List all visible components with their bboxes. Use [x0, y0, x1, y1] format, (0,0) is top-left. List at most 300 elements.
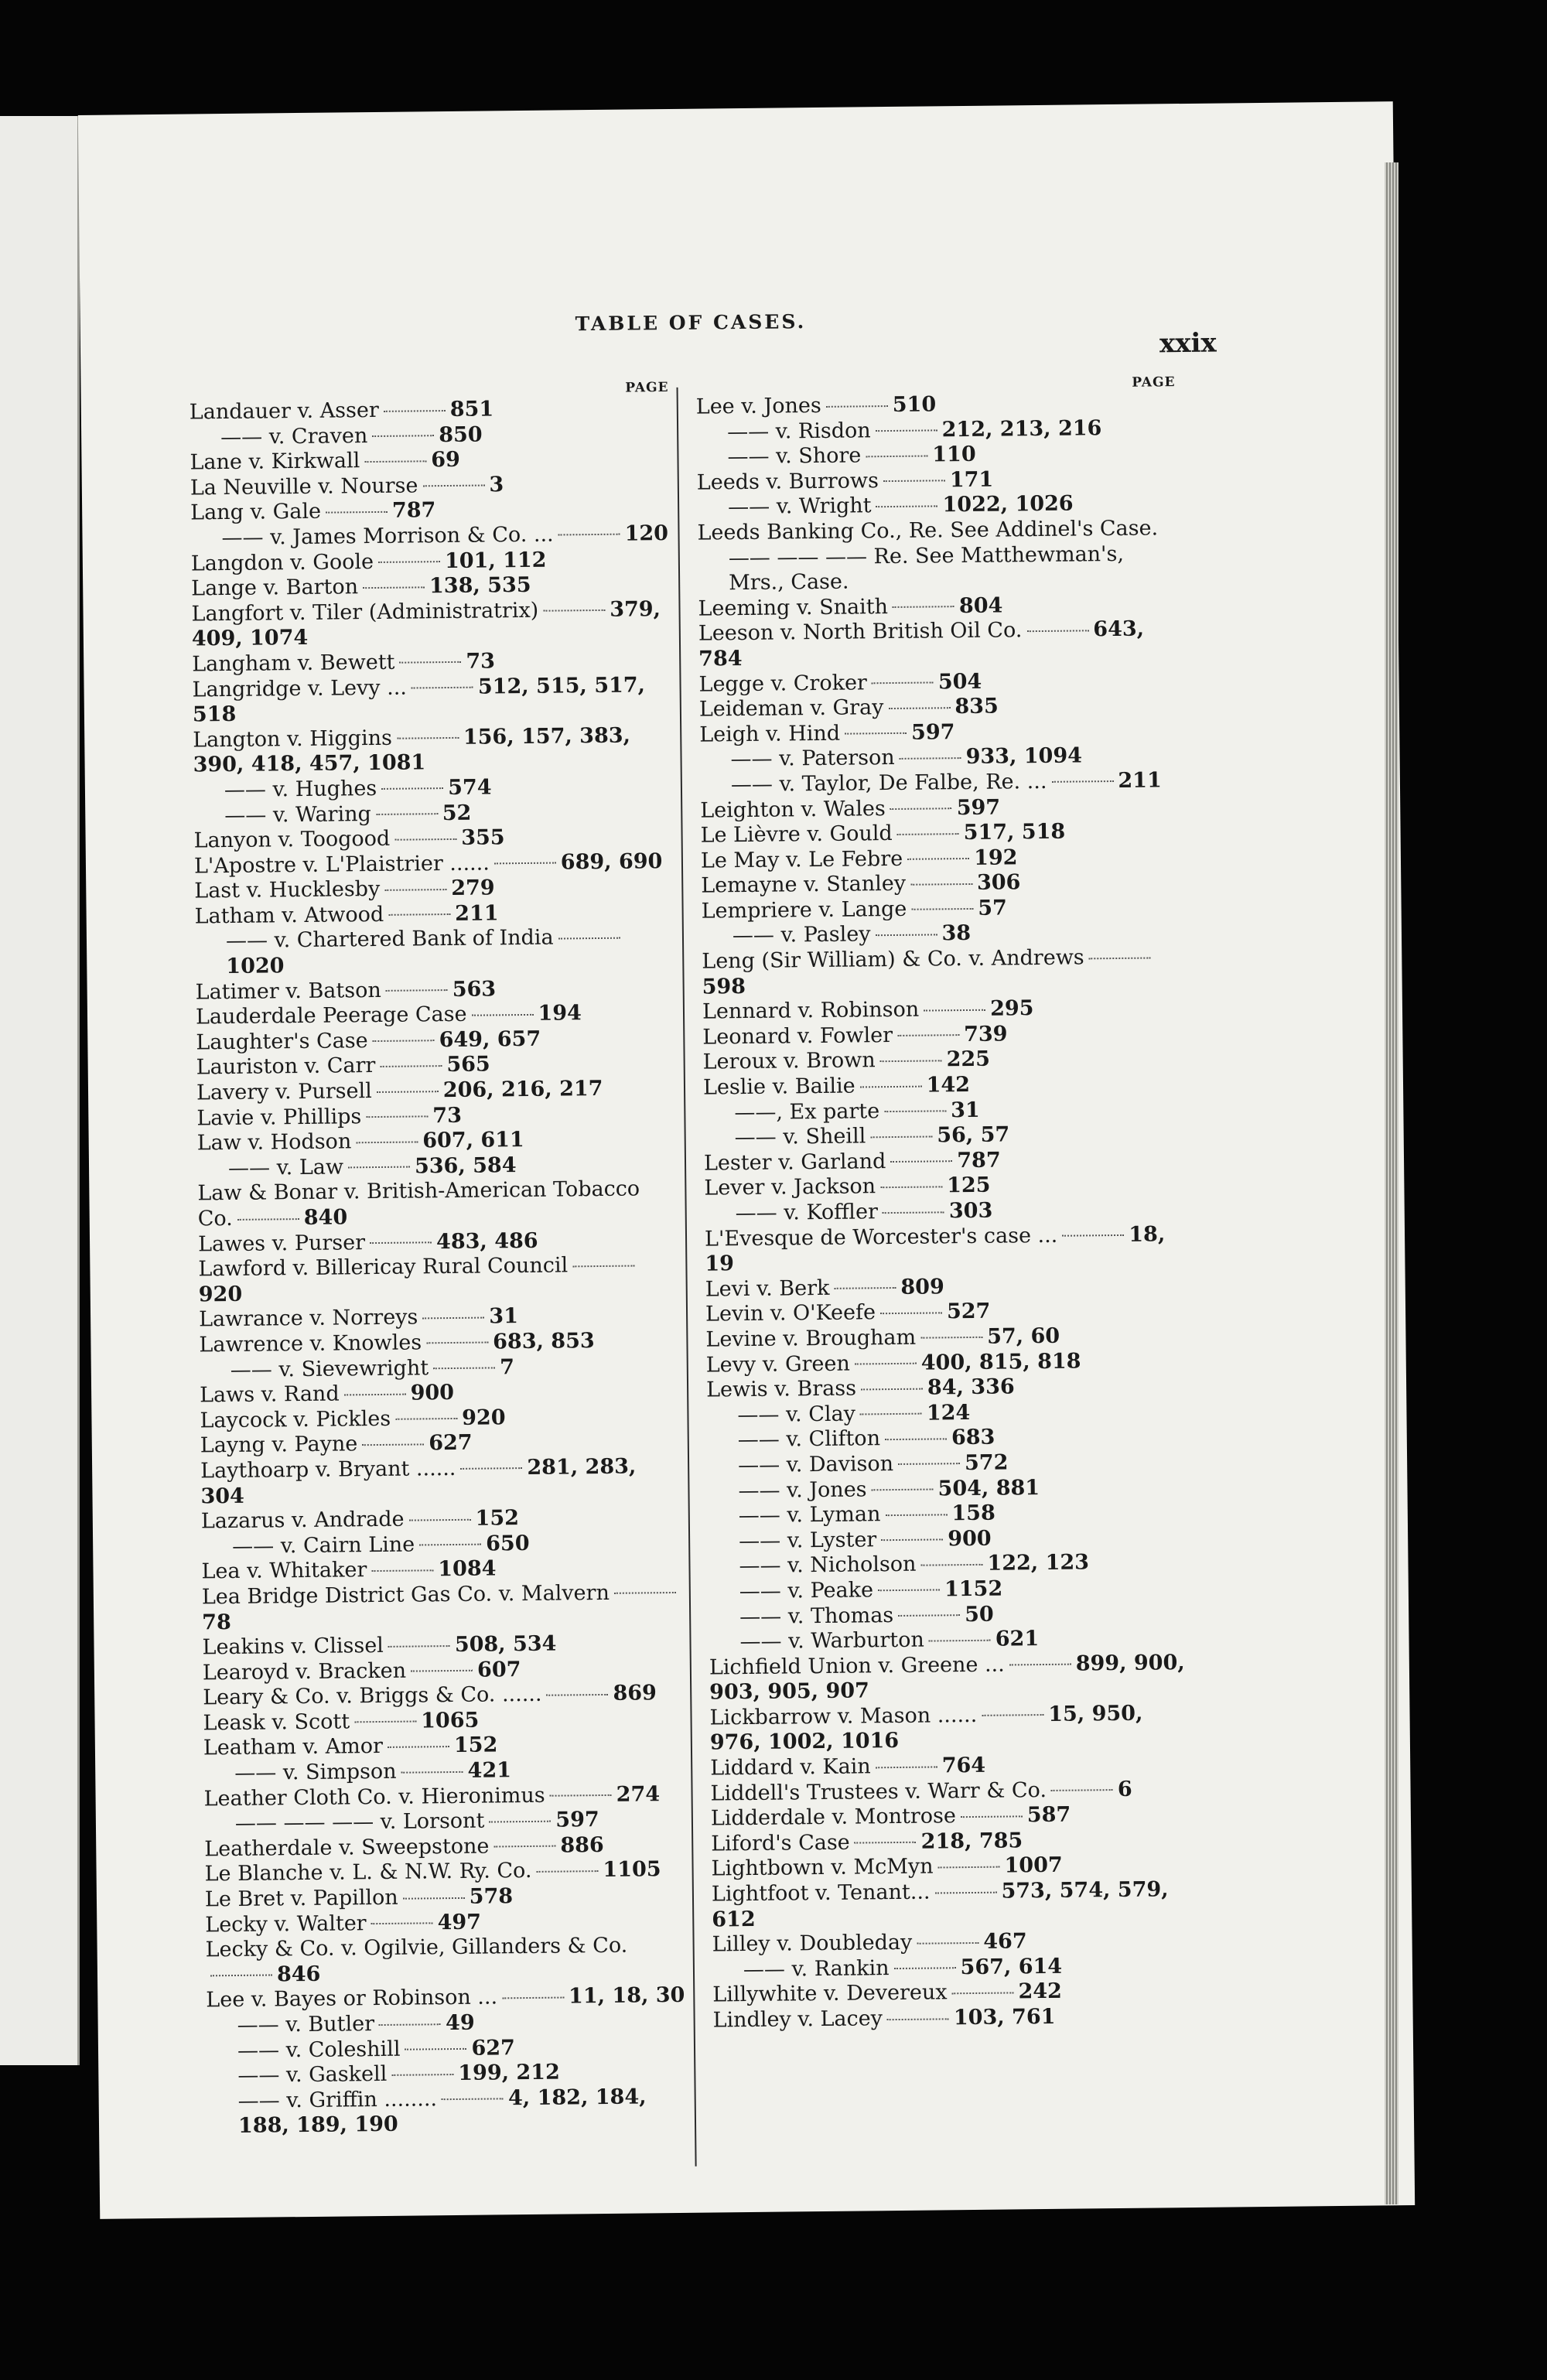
page-references: 467 [983, 1929, 1027, 1955]
page-references: 306 [976, 870, 1021, 896]
leader-dots [872, 1489, 934, 1491]
case-name: Liddard v. Kain [710, 1754, 871, 1781]
page-references: 6 [1117, 1777, 1132, 1801]
case-name: Leighton v. Wales [700, 796, 886, 823]
leader-dots [845, 732, 907, 735]
page-references: 281, 283, 304 [200, 1454, 637, 1508]
case-name: —— v. Simpson [234, 1759, 397, 1786]
page-references: 122, 123 [987, 1550, 1090, 1576]
index-entry [712, 1877, 1192, 1933]
page-references: 1084 [438, 1556, 497, 1582]
leader-dots [391, 2074, 453, 2076]
case-name: Leatham v. Amor [203, 1734, 384, 1760]
page-references: 69 [431, 448, 460, 473]
case-name: L'Evesque de Worcester's case ... [704, 1223, 1058, 1251]
page-references: 50 [965, 1602, 994, 1627]
case-name: Laws v. Rand [199, 1381, 340, 1408]
leader-dots [386, 989, 448, 992]
page-references: 572 [964, 1450, 1009, 1476]
index-entry [709, 1651, 1190, 1706]
index-entry [204, 1857, 684, 1887]
page-references: 206, 216, 217 [442, 1076, 603, 1103]
leader-dots [354, 1721, 416, 1723]
leader-dots [388, 1645, 450, 1648]
leader-dots [210, 1975, 272, 1977]
case-name: Laycock v. Pickles [200, 1406, 391, 1433]
leader-dots [363, 586, 425, 589]
leader-dots [920, 1337, 982, 1339]
case-name: Lang v. Gale [190, 500, 322, 525]
page-references: 56, 57 [937, 1122, 1010, 1148]
index-entry [698, 616, 1179, 672]
leader-dots [397, 737, 459, 739]
leader-dots [885, 1514, 947, 1516]
case-name: Le May v. Le Febre [700, 846, 903, 873]
leader-dots [372, 435, 434, 437]
page-references: 787 [391, 498, 436, 524]
page-references: 536, 584 [414, 1152, 517, 1179]
index-entry [203, 1782, 683, 1812]
page-references: 211 [1118, 768, 1162, 793]
leader-dots [384, 410, 446, 412]
case-name: Last v. Hucklesby [194, 877, 381, 903]
case-name: Leask v. Scott [203, 1709, 350, 1736]
case-name: —— v. Hughes [224, 776, 377, 802]
index-entry [705, 1222, 1185, 1278]
leader-dots [860, 1413, 922, 1415]
leader-dots [870, 1135, 932, 1138]
case-name: Lichfield Union v. Greene ... [709, 1652, 1005, 1680]
case-name: —— v. Gaskell [237, 2062, 388, 2088]
case-name: —— v. Koffler [735, 1200, 879, 1226]
leader-dots [572, 1265, 634, 1267]
page-references: 835 [954, 694, 999, 719]
case-name: Lecky & Co. v. Ogilvie, Gillanders & Co. [205, 1933, 628, 1962]
index-entry [709, 1701, 1190, 1757]
index-entry [206, 1983, 685, 2013]
leader-dots [826, 405, 888, 408]
page-references: 274 [616, 1781, 661, 1807]
leader-dots [366, 1115, 428, 1118]
case-name: —— v. Paterson [730, 746, 895, 772]
leader-dots [880, 1060, 942, 1062]
leader-dots [364, 460, 426, 463]
case-name: Lever v. Jackson [704, 1174, 876, 1200]
leader-dots [422, 1316, 484, 1319]
leader-dots [861, 1388, 923, 1390]
page-references: 627 [429, 1431, 473, 1456]
page-references: 279 [451, 876, 495, 901]
case-name: Latimer v. Batson [195, 978, 381, 1005]
page-column-label: PAGE [1132, 374, 1176, 391]
case-name: Laythoarp v. Bryant ...... [200, 1456, 456, 1484]
page-references: 597 [555, 1808, 599, 1832]
case-name: Lauriston v. Carr [196, 1053, 376, 1080]
case-name: Liford's Case [711, 1830, 850, 1856]
leader-dots [362, 1443, 424, 1446]
leader-dots [558, 534, 620, 536]
leader-dots [378, 561, 440, 563]
leader-dots [401, 1770, 463, 1773]
facing-page-edge [0, 116, 80, 2065]
case-name: Leigh v. Hind [699, 721, 841, 747]
page-references: 211 [455, 901, 499, 926]
page-references: 607, 611 [422, 1128, 524, 1153]
leader-dots [900, 757, 961, 760]
case-name: Lawrence v. Knowles [199, 1330, 422, 1357]
leader-dots [388, 1746, 449, 1748]
case-name: Leng (Sir William) & Co. v. Andrews [702, 945, 1084, 974]
leader-dots [344, 1393, 406, 1395]
page-column-label: PAGE [625, 379, 669, 396]
case-name: —— v. Sheill [734, 1124, 866, 1150]
page-references: 11, 18, 30 [568, 1983, 685, 2009]
page-references: 57 [978, 896, 1008, 920]
leader-dots [388, 913, 450, 916]
leader-dots [412, 687, 473, 689]
page-references: 1020 [226, 954, 285, 979]
leader-dots [834, 1287, 896, 1289]
page-references: 597 [910, 719, 955, 745]
case-name: —— v. Lyman [738, 1502, 881, 1528]
page-references: 683, 853 [492, 1329, 595, 1354]
case-name: —— v. Sievewright [230, 1355, 429, 1382]
page-references: 171 [949, 467, 994, 492]
case-name: Leslie v. Bailie [702, 1074, 855, 1100]
leader-dots [371, 1569, 433, 1572]
case-name: —— v. Taylor, De Falbe, Re. ... [730, 769, 1047, 797]
case-name: Law & Bonar v. British-American Tobacco Co. [197, 1176, 640, 1231]
page-references: 764 [941, 1753, 986, 1778]
leader-dots [961, 1815, 1023, 1818]
case-name: Laughter's Case [196, 1028, 368, 1055]
leader-dots [888, 707, 950, 709]
page-references: 120 [624, 521, 669, 546]
leader-dots [881, 1539, 943, 1542]
leader-dots [426, 1342, 488, 1344]
index-entry [190, 521, 670, 551]
index-entry [205, 1933, 685, 1989]
leader-dots [872, 681, 934, 684]
leader-dots [405, 2048, 466, 2050]
case-name: Le Blanche v. L. & N.W. Ry. Co. [204, 1859, 532, 1887]
leader-dots [890, 808, 952, 810]
leader-dots [878, 1590, 940, 1592]
leader-dots [237, 1218, 299, 1221]
case-name: —— v. Warburton [739, 1627, 924, 1654]
case-name: —— v. Davison [737, 1451, 894, 1478]
case-name: Lewis v. Brass [705, 1376, 857, 1402]
case-name: —— v. Rankin [743, 1955, 890, 1982]
page-references: 886 [560, 1832, 604, 1858]
page-references: 152 [453, 1733, 498, 1758]
page-references: 400, 815, 818 [920, 1349, 1081, 1375]
page-references: 303 [948, 1198, 993, 1224]
leader-dots [855, 1842, 917, 1844]
page-references: 3 [489, 473, 504, 497]
page-references: 125 [946, 1173, 991, 1198]
page-references: 73 [466, 649, 496, 674]
page-references: 933, 1094 [965, 743, 1083, 770]
case-name: Langfort v. Tiler (Administratrix) [191, 598, 539, 627]
case-name: Learoyd v. Bracken [202, 1658, 407, 1685]
leader-dots [373, 1040, 435, 1043]
page-references: 138, 535 [429, 573, 531, 599]
leader-dots [885, 1438, 947, 1440]
index-entry [710, 1777, 1190, 1807]
page-references: 73 [432, 1103, 463, 1128]
case-name: Lennard v. Robinson [702, 997, 920, 1024]
page-references: 527 [946, 1299, 991, 1324]
case-name: —— v. Craven [220, 423, 368, 449]
page-references: 504, 881 [937, 1475, 1040, 1501]
leader-dots [419, 1544, 481, 1546]
case-name: Levi v. Berk [705, 1275, 830, 1302]
index-entry [195, 924, 675, 980]
case-name: —— v. Shore [727, 443, 862, 470]
leader-dots [876, 505, 938, 507]
leader-dots [1051, 780, 1113, 783]
leader-dots [442, 2098, 504, 2101]
leader-dots [898, 1614, 960, 1617]
case-name: Leakins v. Clissel [202, 1634, 384, 1660]
case-name: —— v. Waring [224, 801, 371, 828]
index-entry [200, 1454, 681, 1510]
case-name: Le Lièvre v. Gould [700, 821, 893, 848]
case-name: Lilley v. Doubleday [712, 1931, 913, 1957]
leader-dots [411, 1670, 473, 1672]
page-references: 355 [461, 825, 505, 850]
page-references: 1065 [420, 1708, 480, 1733]
case-name: Lavie v. Phillips [196, 1104, 362, 1131]
page-references: 110 [932, 442, 976, 467]
page-references: 379, 409, 1074 [191, 596, 661, 651]
leader-dots [380, 1065, 442, 1067]
leader-dots [883, 1211, 944, 1214]
page-references: 497 [437, 1910, 482, 1934]
case-name: Lidderdale v. Montrose [710, 1804, 957, 1831]
index-entry [207, 2085, 688, 2140]
page-references: 15, 950, 976, 1002, 1016 [709, 1701, 1143, 1756]
leader-dots [917, 1942, 978, 1945]
case-name: ——, Ex parte [734, 1098, 880, 1125]
leader-dots [489, 1820, 551, 1822]
page-references: 846 [276, 1962, 321, 1987]
leader-dots [911, 908, 973, 910]
case-name: —— v. Butler [237, 2012, 375, 2037]
case-name: Langridge v. Levy ... [192, 675, 408, 702]
case-name: Levin v. O'Keefe [705, 1300, 876, 1327]
page-references: 49 [445, 2010, 475, 2036]
case-name: —— v. Thomas [739, 1603, 894, 1629]
leader-dots [1062, 1234, 1124, 1237]
case-name: —— v. Nicholson [739, 1552, 917, 1579]
page-references: 295 [989, 996, 1034, 1021]
page-references: 574 [448, 775, 492, 800]
leader-dots [395, 1418, 457, 1420]
page-references: 152 [475, 1506, 520, 1531]
case-name: Le Bret v. Papillon [204, 1885, 398, 1912]
leader-dots [890, 1161, 952, 1163]
page-references: 607 [476, 1657, 521, 1682]
page-references: 573, 574, 579, 612 [712, 1877, 1169, 1932]
leader-dots [1089, 957, 1151, 959]
book-page [78, 101, 1415, 2219]
leader-dots [924, 1009, 985, 1012]
page-references: 598 [702, 974, 746, 999]
leader-dots [1009, 1664, 1071, 1666]
leader-dots [550, 1794, 612, 1797]
case-name: —— v. Peake [739, 1578, 874, 1604]
leader-dots [356, 1141, 418, 1143]
case-name: Landauer v. Asser [189, 398, 379, 425]
case-name: Leather Cloth Co. v. Hieronimus [203, 1783, 545, 1811]
page-references: 52 [442, 801, 472, 825]
leader-dots [493, 1846, 555, 1848]
case-name: Lecky v. Walter [205, 1910, 367, 1938]
leader-dots [376, 813, 438, 815]
case-name: Lemayne v. Stanley [701, 872, 907, 898]
page-references: 512, 515, 517, 518 [192, 672, 646, 727]
case-name: Langham v. Bewett [192, 650, 395, 677]
page-references: 920 [462, 1405, 506, 1430]
leader-dots [876, 1766, 937, 1768]
case-name: —— v. Risdon [726, 418, 871, 444]
case-name: Lavery v. Pursell [196, 1079, 372, 1105]
index-entry [203, 1681, 682, 1711]
page-references: 124 [926, 1400, 971, 1426]
leader-dots [379, 2023, 441, 2026]
page-references: 7 [499, 1354, 515, 1379]
page-references: 840 [303, 1205, 348, 1230]
case-name: Leideman v. Gray [698, 695, 884, 722]
page-references: 567, 614 [960, 1954, 1063, 1979]
case-name: Lee v. Bayes or Robinson ... [206, 1985, 498, 2013]
case-name: —— v. Lyster [738, 1527, 877, 1553]
case-name: —— v. Jones [738, 1477, 867, 1503]
leader-dots [543, 610, 605, 612]
leader-dots [370, 1241, 432, 1244]
page-references: 689, 690 [560, 849, 663, 875]
case-name: Leatherdale v. Sweepstone [204, 1834, 490, 1862]
index-entry [202, 1580, 682, 1636]
case-name: Lauderdale Peerage Case [195, 1002, 467, 1030]
page-references: 517, 518 [963, 819, 1066, 845]
leader-dots [935, 1891, 997, 1893]
page-references: 242 [1018, 1979, 1063, 2004]
page-references: 1105 [603, 1857, 661, 1883]
page-references: 38 [941, 921, 972, 946]
case-name: Lindley v. Lacey [712, 2006, 883, 2033]
page-references: 101, 112 [444, 548, 547, 573]
page-references: 683 [951, 1425, 995, 1450]
case-name: Langton v. Higgins [193, 726, 393, 753]
leader-dots [982, 1714, 1043, 1716]
index-entry [702, 944, 1182, 1000]
page-references: 212, 213, 216 [941, 415, 1102, 442]
case-name: —— v. Clifton [737, 1426, 881, 1453]
page-references: 565 [446, 1052, 490, 1077]
page-references: 103, 761 [953, 2004, 1056, 2030]
page-number: xxix [1159, 327, 1217, 360]
page-references: 899, 900, 903, 905, 907 [709, 1650, 1185, 1705]
leader-dots [893, 606, 954, 608]
leader-dots [884, 1110, 946, 1112]
case-name: Lea v. Whitaker [201, 1558, 367, 1584]
page-references: 199, 212 [458, 2060, 560, 2086]
leader-dots [403, 1897, 465, 1899]
case-name: Lickbarrow v. Mason ...... [709, 1702, 978, 1730]
page-references: 4, 182, 184, 188, 189, 190 [237, 2085, 647, 2139]
case-name: Lanyon v. Toogood [193, 826, 391, 853]
case-name: —— v. Cairn Line [232, 1532, 415, 1559]
page-references: 587 [1026, 1802, 1071, 1828]
leader-dots [348, 1166, 410, 1169]
page-references: 627 [471, 2035, 516, 2061]
page-references: 804 [958, 593, 1003, 618]
page-block-edge [1385, 162, 1398, 2204]
running-title: TABLE OF CASES. [575, 310, 807, 336]
page-references: 142 [926, 1073, 971, 1098]
page-references: 787 [957, 1148, 1001, 1173]
page-references: 483, 486 [435, 1228, 538, 1254]
page-references: 31 [950, 1098, 980, 1122]
case-name: Lazarus v. Andrade [200, 1507, 405, 1534]
page-references: 18, 19 [705, 1221, 1166, 1276]
page-references: 508, 534 [454, 1631, 557, 1658]
leader-dots [920, 1564, 982, 1566]
leader-dots [880, 1186, 942, 1188]
case-name: Layng v. Payne [200, 1432, 358, 1458]
page-references: 650 [486, 1531, 530, 1556]
page-references: 850 [439, 422, 483, 447]
case-name: Leary & Co. v. Briggs & Co. ...... [203, 1682, 542, 1710]
leader-dots [384, 889, 446, 891]
page-references: 156, 157, 383, 390, 418, 457, 1081 [193, 723, 631, 777]
leader-dots [326, 511, 388, 514]
index-entry [194, 849, 674, 879]
page-references: 31 [489, 1304, 519, 1329]
leader-dots [938, 1866, 1000, 1869]
case-name: —— v. Clay [737, 1402, 856, 1427]
case-name: Liddell's Trustees v. Warr & Co. [710, 1777, 1047, 1806]
leader-dots [547, 1694, 609, 1696]
page-references: 194 [538, 1001, 582, 1026]
case-name: Levy v. Green [705, 1351, 850, 1378]
index-column-right [695, 374, 1192, 2033]
index-entry [191, 597, 671, 653]
page-references: 1152 [944, 1576, 1003, 1602]
leader-dots [409, 1518, 471, 1521]
case-name: Lee v. Jones [695, 393, 821, 419]
case-name: —— v. Coleshill [237, 2037, 401, 2063]
leader-dots [898, 1463, 960, 1466]
leader-dots [876, 429, 937, 432]
case-name: Langdon v. Goole [190, 549, 374, 576]
case-name: Lester v. Garland [703, 1149, 886, 1176]
leader-dots [494, 862, 556, 865]
case-name: —— v. Pasley [732, 922, 871, 948]
page-references: 649, 657 [439, 1026, 541, 1052]
page-references: 739 [963, 1022, 1008, 1047]
leader-dots [880, 1312, 942, 1314]
case-name: Leeming v. Snaith [698, 594, 889, 621]
leader-dots [460, 1467, 522, 1470]
page-references: 218, 785 [920, 1829, 1023, 1854]
case-name: Lawford v. Billericay Rural Council [198, 1253, 569, 1282]
case-name: —— v. James Morrison & Co. ... [221, 522, 554, 551]
case-name: Lange v. Barton [191, 575, 359, 601]
